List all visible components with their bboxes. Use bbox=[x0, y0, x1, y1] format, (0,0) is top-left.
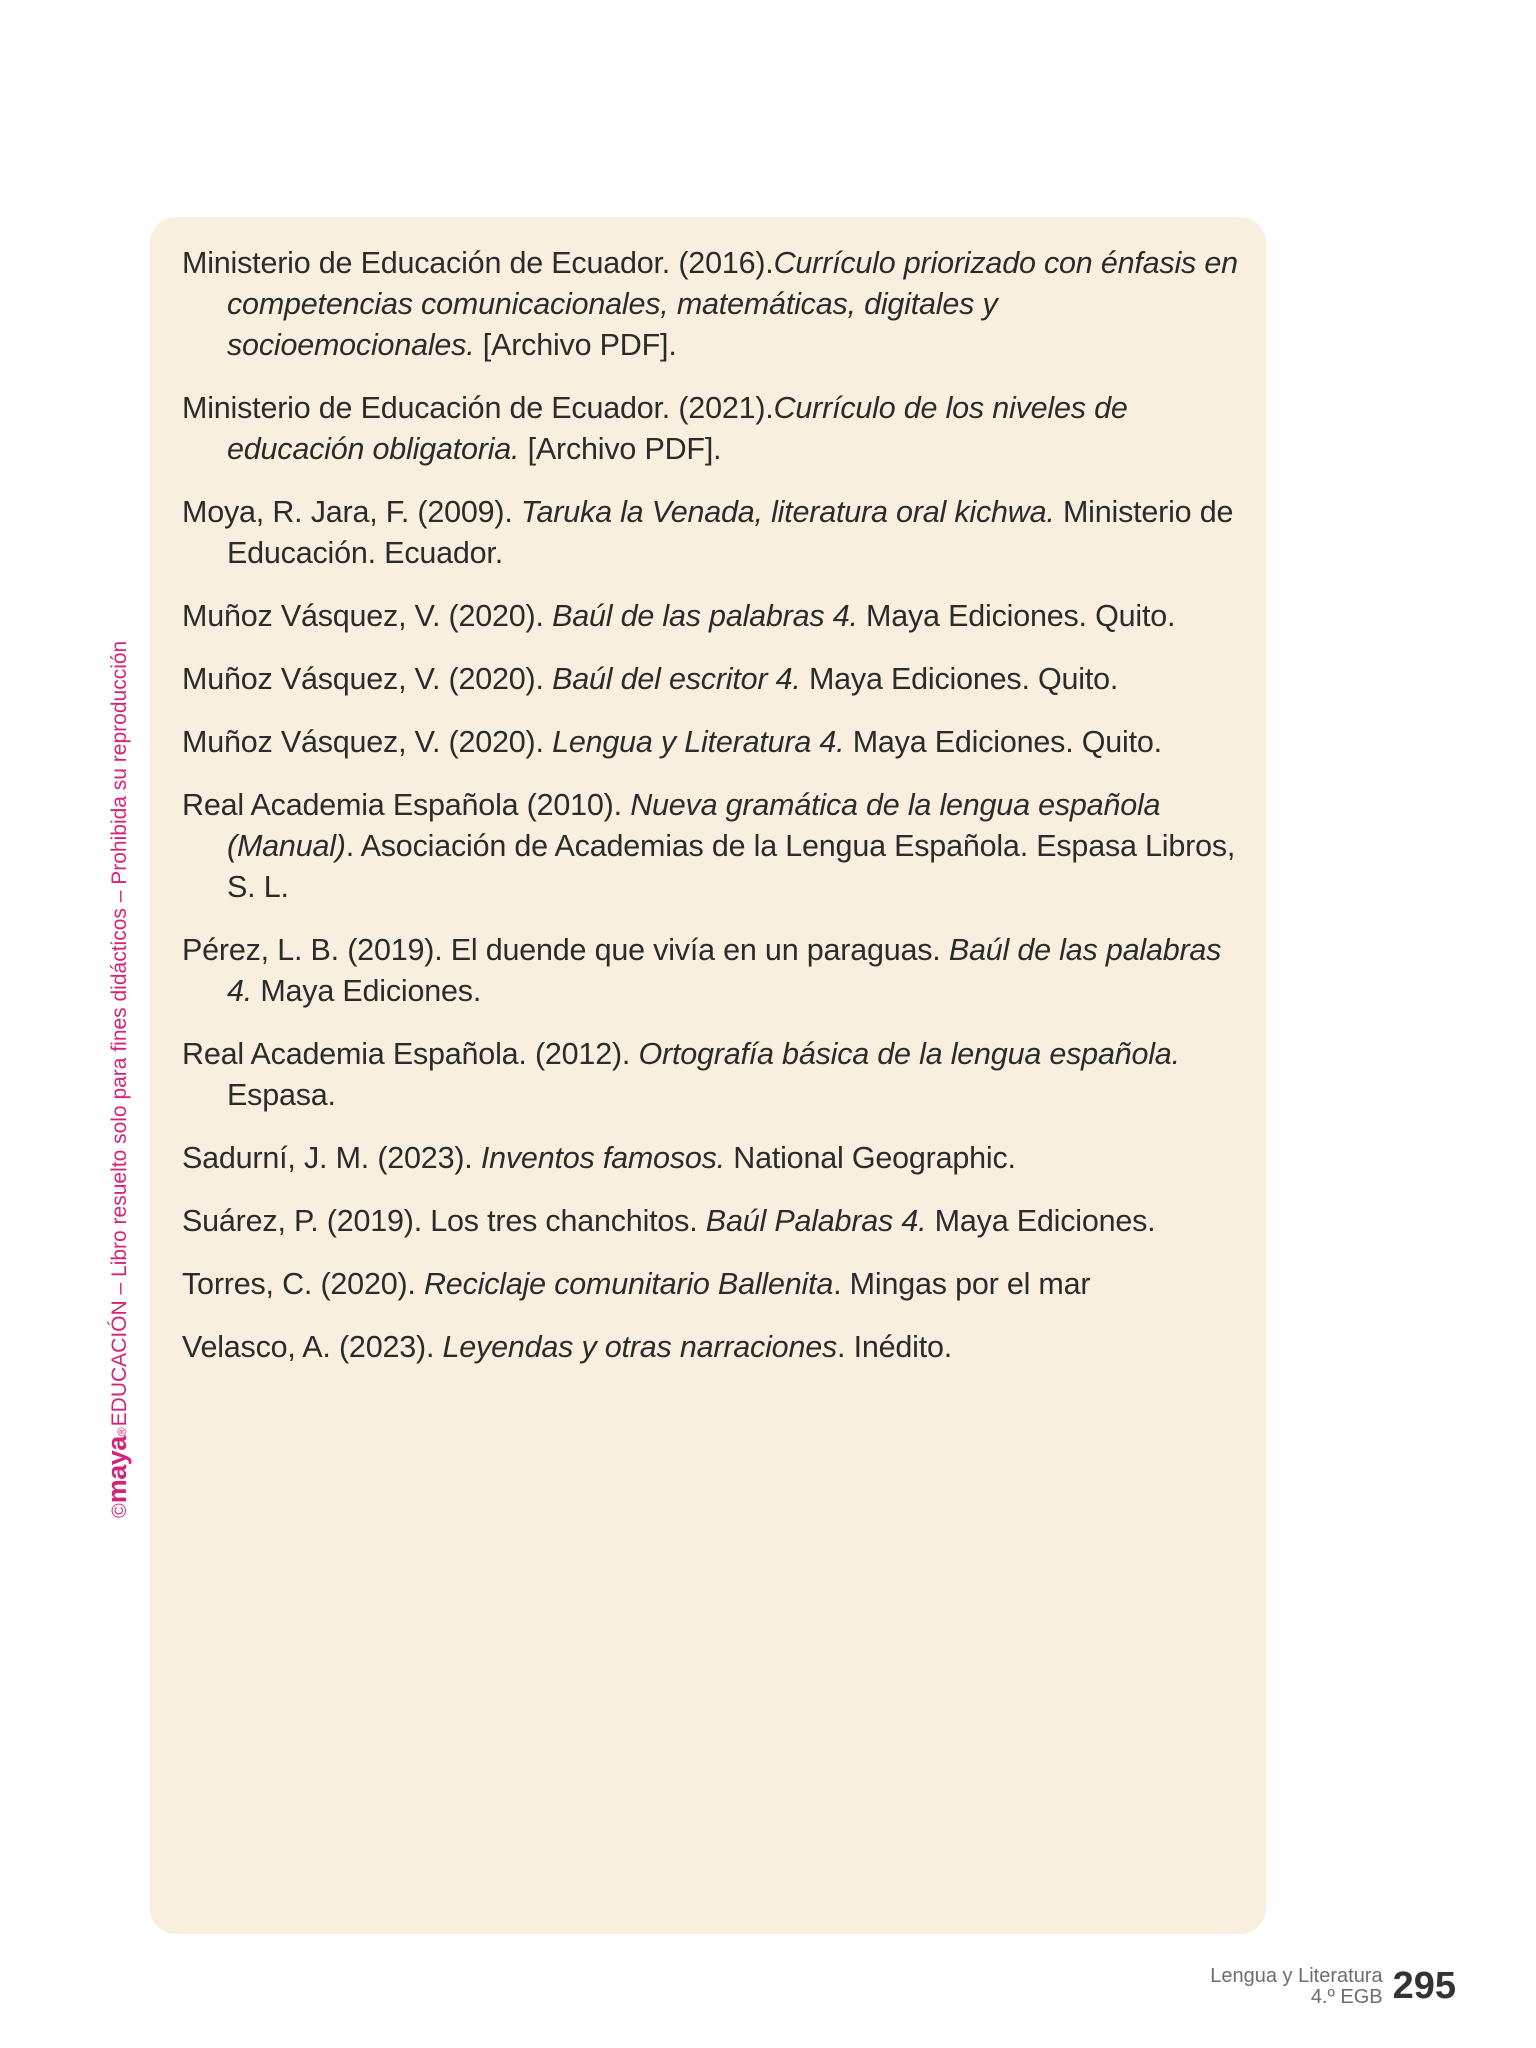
registered-mark: ® bbox=[115, 1427, 129, 1437]
reference-item: Real Academia Española. (2012). Ortografía básica de la lengua española. Espasa. bbox=[182, 1037, 1180, 1112]
subject-name: Lengua y Literatura bbox=[1210, 1965, 1383, 1987]
reference-item: Velasco, A. (2023). Leyendas y otras narraciones. Inédito. bbox=[182, 1330, 953, 1364]
page-number: 295 bbox=[1392, 1965, 1456, 2007]
reference-item: Torres, C. (2020). Reciclaje comunitario Ballenita. Mingas por el mar bbox=[182, 1267, 1091, 1301]
reference-list bbox=[182, 243, 1242, 1390]
maya-logo: maya bbox=[102, 1436, 132, 1504]
reference-item: Ministerio de Educación de Ecuador. (2021).Currículo de los niveles de educación obligatoria. [Archivo PDF]. bbox=[182, 391, 1128, 466]
reference-item: Ministerio de Educación de Ecuador. (2016).Currículo priorizado con énfasis en competencias comunicacionales, matemáticas, digitales y socioemocionales. [Archivo PDF]. bbox=[182, 246, 1238, 362]
reference-item: Moya, R. Jara, F. (2009). Taruka la Venada, literatura oral kichwa. Ministerio de Educación. Ecuador. bbox=[182, 495, 1234, 570]
copyright-notice: EDUCACIÓN – Libro resuelto solo para fines didácticos – Prohibida su reproducción bbox=[108, 640, 131, 1427]
copyright-sidebar bbox=[104, 641, 135, 1518]
reference-item: Pérez, L. B. (2019). El duende que vivía en un paraguas. Baúl de las palabras 4. Maya Ediciones. bbox=[182, 933, 1222, 1008]
reference-item: Sadurní, J. M. (2023). Inventos famosos. National Geographic. bbox=[182, 1141, 1016, 1175]
page-footer bbox=[1210, 1966, 1456, 2008]
reference-item: Suárez, P. (2019). Los tres chanchitos. Baúl Palabras 4. Maya Ediciones. bbox=[182, 1204, 1156, 1238]
footer-subject-block bbox=[1210, 1966, 1382, 2008]
grade-label: 4.º EGB bbox=[1310, 1986, 1383, 2008]
reference-item: Muñoz Vásquez, V. (2020). Lengua y Literatura 4. Maya Ediciones. Quito. bbox=[182, 725, 1162, 759]
reference-item: Muñoz Vásquez, V. (2020). Baúl del escritor 4. Maya Ediciones. Quito. bbox=[182, 662, 1119, 696]
reference-item: Muñoz Vásquez, V. (2020). Baúl de las palabras 4. Maya Ediciones. Quito. bbox=[182, 599, 1176, 633]
reference-item: Real Academia Española (2010). Nueva gramática de la lengua española (Manual). Asociación de Academias de la Lengua Española. Espasa Libros, S. L. bbox=[182, 788, 1236, 904]
copyright-symbol: © bbox=[109, 1503, 131, 1518]
